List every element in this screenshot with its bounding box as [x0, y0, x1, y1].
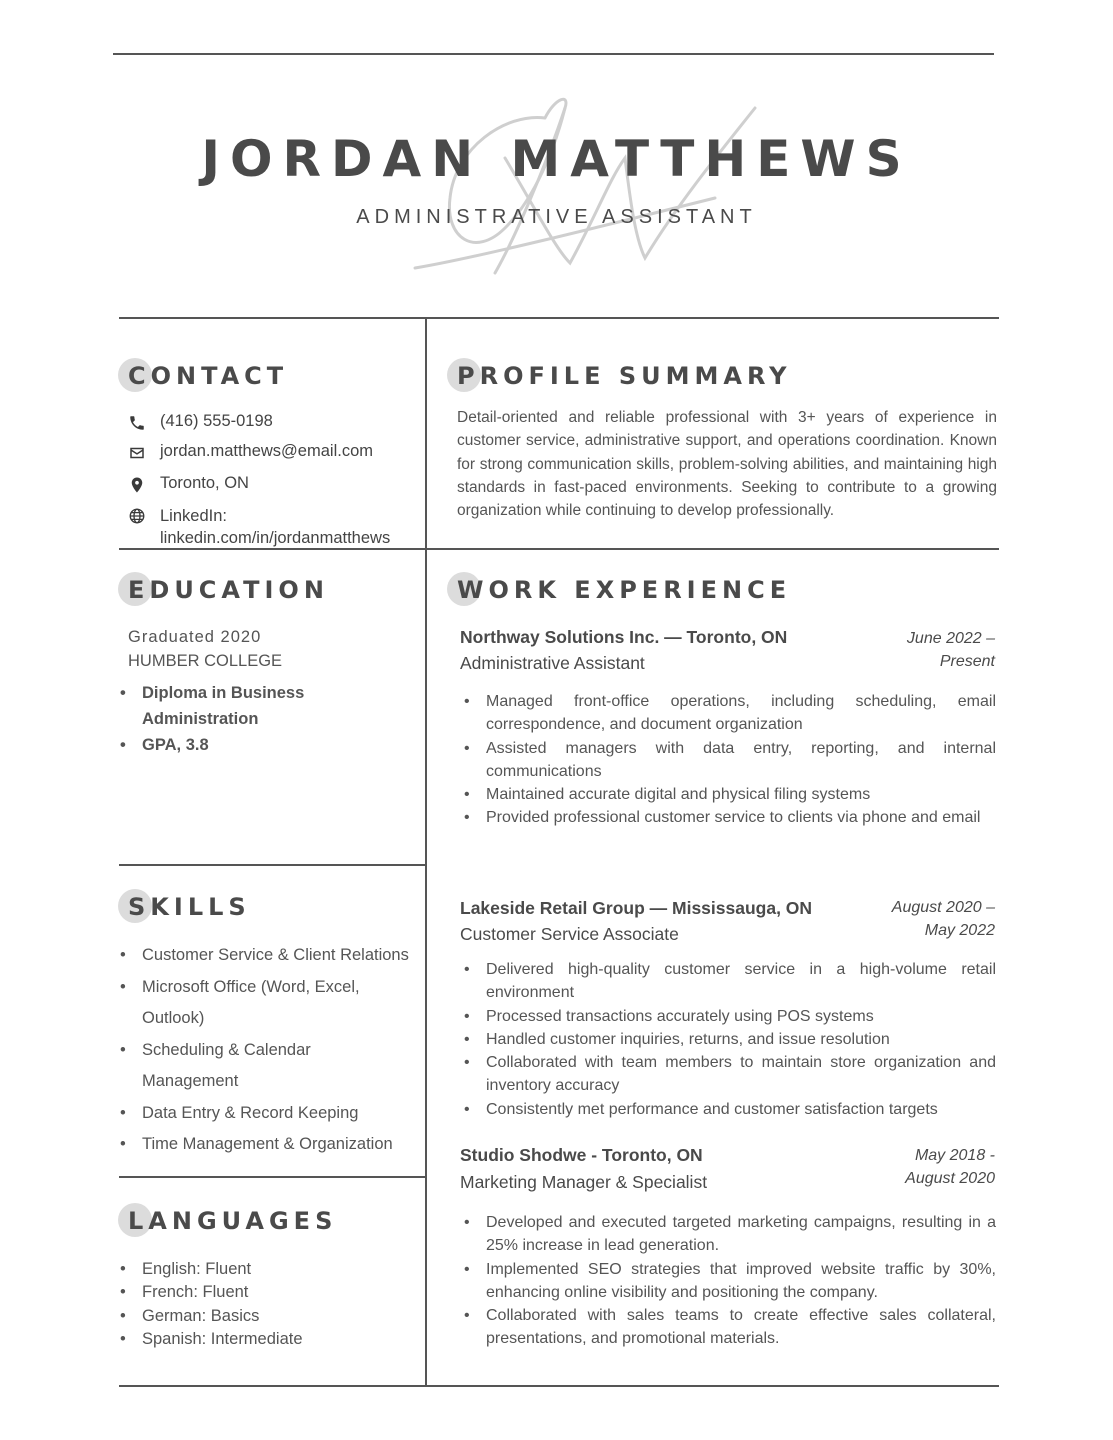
job-company: Lakeside Retail Group — Mississauga, ON — [460, 898, 813, 918]
skills-divider — [119, 1176, 426, 1178]
contact-linkedin — [128, 505, 390, 549]
profile-heading: PROFILE SUMMARY — [449, 362, 792, 390]
profile-summary-text: Detail-oriented and reliable professional with 3+ years of experience in customer service, administrative support, and operations coordination. Known for strong communication skills, problem-solving abilities, and maintaining high standards in fast-paced environments. Seeking to contribute to a growing organization while continuing to develop professionally. — [457, 409, 997, 520]
job-bullets — [462, 958, 996, 1121]
list-item: • French: Fluent — [118, 1281, 418, 1304]
education-heading: EDUCATION — [120, 576, 329, 604]
candidate-name: JORDAN MATTHEWS — [201, 130, 912, 188]
list-item: • Collaborated with sales teams to create effective sales collateral, presentations, and promotional materials. — [462, 1304, 996, 1351]
list-item: • Assisted managers with data entry, reporting, and internal communications — [462, 737, 996, 784]
list-item: • Diploma in Business Administration — [118, 680, 418, 732]
list-item: • Time Management & Organization — [118, 1129, 418, 1161]
job-company: Studio Shodwe - Toronto, ON — [460, 1145, 703, 1165]
skills-list — [118, 940, 418, 1161]
list-item: • Data Entry & Record Keeping — [118, 1098, 418, 1130]
list-item: • Implemented SEO strategies that improved website traffic by 30%, enhancing online visibility and positioning the company. — [462, 1258, 996, 1305]
job-bullets — [462, 1211, 996, 1351]
graduation-year: Graduated 2020 — [128, 628, 262, 646]
list-item: • Microsoft Office (Word, Excel, Outlook) — [118, 972, 372, 1035]
email-address[interactable]: jordan.matthews@email.com — [160, 442, 373, 460]
linkedin-url[interactable]: linkedin.com/in/jordanmatthews — [160, 529, 391, 547]
languages-heading: LANGUAGES — [120, 1207, 337, 1235]
list-item: • Collaborated with team members to maintain store organization and inventory accuracy — [462, 1051, 996, 1098]
languages-list — [118, 1258, 418, 1351]
contact-heading: CONTACT — [120, 362, 288, 390]
list-item: • Maintained accurate digital and physical filing systems — [462, 783, 996, 806]
list-item: • German: Basics — [118, 1305, 418, 1328]
column-divider — [425, 318, 427, 1386]
list-item: • Spanish: Intermediate — [118, 1328, 418, 1351]
location-text: Toronto, ON — [160, 474, 249, 492]
list-item: • Handled customer inquiries, returns, and issue resolution — [462, 1028, 996, 1051]
list-item: • Processed transactions accurately using POS systems — [462, 1005, 996, 1028]
job-dates: August 2020 – May 2022 — [891, 899, 995, 939]
education-list — [118, 680, 418, 758]
mail-icon — [128, 444, 146, 462]
list-item: • Delivered high-quality customer service in a high-volume retail environment — [462, 958, 996, 1005]
school-name: HUMBER COLLEGE — [128, 652, 283, 670]
top-rule — [113, 53, 994, 55]
job-bullets — [462, 690, 996, 830]
list-item: • Scheduling & Calendar Management — [118, 1035, 342, 1098]
job-company: Northway Solutions Inc. — Toronto, ON — [460, 627, 788, 647]
list-item: • Developed and executed targeted marketing campaigns, resulting in a 25% increase in lead generation. — [462, 1211, 996, 1258]
candidate-title: ADMINISTRATIVE ASSISTANT — [356, 206, 757, 228]
contact-location — [128, 474, 249, 494]
job-title: Customer Service Associate — [460, 924, 679, 944]
contact-email — [128, 442, 373, 462]
phone-icon — [128, 414, 146, 432]
list-item: • Customer Service & Client Relations — [118, 940, 418, 972]
monogram-signature — [395, 88, 775, 288]
list-item: • Provided professional customer service to clients via phone and email — [462, 806, 996, 829]
globe-icon — [128, 507, 146, 525]
work-heading: WORK EXPERIENCE — [449, 576, 791, 604]
phone-number[interactable]: (416) 555-0198 — [160, 412, 273, 430]
list-item: • GPA, 3.8 — [118, 732, 418, 758]
list-item: • English: Fluent — [118, 1258, 418, 1281]
skills-heading: SKILLS — [120, 893, 251, 921]
job-dates: June 2022 – Present — [906, 630, 995, 670]
header-rule — [119, 317, 999, 319]
list-item: • Consistently met performance and customer satisfaction targets — [462, 1098, 996, 1121]
job-title: Administrative Assistant — [460, 653, 645, 673]
linkedin-label: LinkedIn: — [160, 507, 227, 525]
bottom-rule — [119, 1385, 999, 1387]
job-title: Marketing Manager & Specialist — [460, 1172, 708, 1192]
location-pin-icon — [128, 476, 146, 494]
contact-phone — [128, 412, 273, 432]
education-divider — [119, 864, 426, 866]
job-dates: May 2018 - August 2020 — [905, 1147, 995, 1187]
list-item: • Managed front-office operations, including scheduling, email correspondence, and document organization — [462, 690, 996, 737]
